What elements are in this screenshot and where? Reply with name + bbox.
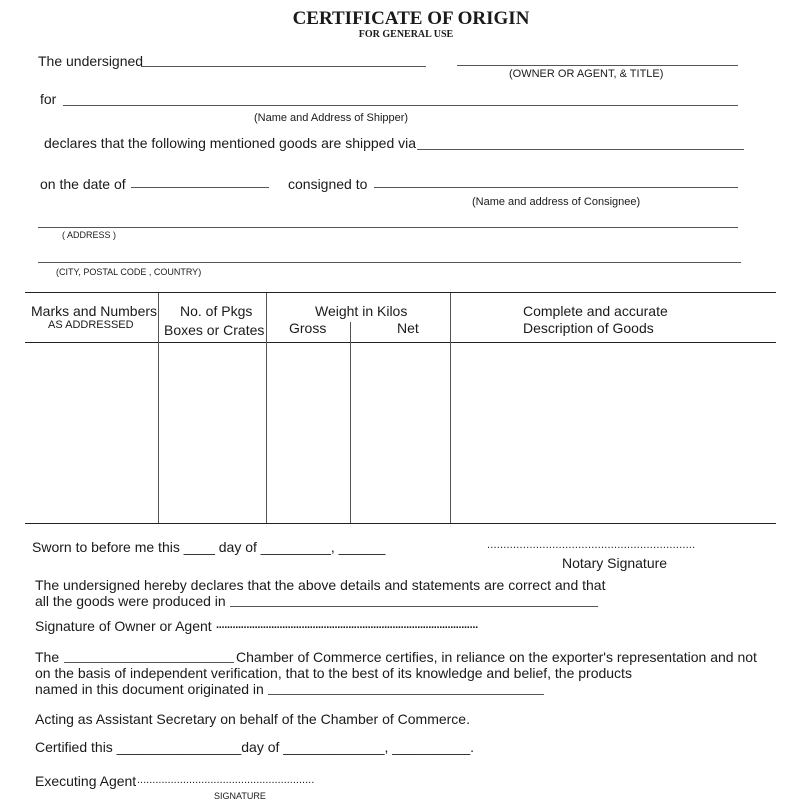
col-header-pkgs: No. of Pkgs	[180, 303, 253, 319]
document-title: CERTIFICATE OF ORIGIN	[292, 8, 530, 29]
col-header-description-sub: Description of Goods	[523, 320, 654, 336]
undersigned-name-field[interactable]	[141, 66, 426, 67]
chamber-line2: on the basis of independent verification, that to the best of its knowledge and belief, the products	[35, 665, 632, 681]
notary-signature-field[interactable]: ................................................................	[487, 539, 696, 551]
table-bottom-border	[25, 523, 776, 524]
consignee-caption: (Name and address of Consignee)	[472, 196, 641, 208]
consignee-field[interactable]	[374, 187, 738, 188]
certified-text: Certified this ________________day of _____________, __________.	[35, 739, 475, 755]
col-header-net: Net	[397, 320, 419, 336]
executing-agent-signature-field[interactable]: ..........................................................	[137, 774, 315, 786]
document-subtitle: FOR GENERAL USE	[358, 29, 454, 40]
gross-cell[interactable]	[267, 344, 349, 522]
chamber-name-field[interactable]	[64, 662, 234, 663]
col-header-marks: Marks and Numbers	[31, 303, 158, 319]
col-header-gross: Gross	[289, 320, 327, 336]
chamber-line1-start: The	[35, 649, 60, 665]
net-cell[interactable]	[351, 344, 449, 522]
declaration-line2: all the goods were produced in	[35, 593, 226, 609]
table-top-border	[25, 292, 776, 293]
signature-caption: SIGNATURE	[214, 791, 266, 801]
produced-in-field[interactable]	[230, 606, 598, 607]
marks-cell[interactable]	[26, 344, 157, 522]
shipped-via-label: declares that the following mentioned goods are shipped via	[44, 135, 417, 151]
undersigned-label: The undersigned	[38, 53, 144, 69]
city-field[interactable]	[38, 262, 741, 263]
col-header-description: Complete and accurate	[523, 303, 668, 319]
acting-text: Acting as Assistant Secretary on behalf of the Chamber of Commerce.	[35, 711, 470, 727]
owner-agent-title-field[interactable]	[457, 65, 738, 66]
date-field[interactable]	[131, 187, 269, 188]
consigned-label: consigned to	[288, 176, 368, 192]
for-label: for	[40, 91, 57, 107]
owner-signature-label: Signature of Owner or Agent	[35, 618, 212, 634]
owner-signature-field[interactable]: ...............................................................................................	[216, 619, 478, 631]
address-field[interactable]	[38, 227, 738, 228]
pkgs-cell[interactable]	[159, 344, 265, 522]
shipper-caption: (Name and Address of Shipper)	[254, 112, 409, 124]
table-header-border	[25, 342, 776, 343]
city-caption: (CITY, POSTAL CODE , COUNTRY)	[56, 267, 202, 277]
executing-agent-label: Executing Agent	[35, 773, 137, 789]
shipper-field[interactable]	[63, 105, 738, 106]
originated-in-field[interactable]	[268, 694, 544, 695]
chamber-line1-end: Chamber of Commerce certifies, in reliance on the exporter's representation and not	[236, 649, 757, 665]
chamber-line3: named in this document originated in	[35, 681, 264, 697]
notary-signature-label: Notary Signature	[562, 555, 668, 571]
address-caption: ( ADDRESS )	[62, 230, 117, 240]
owner-agent-caption: (OWNER OR AGENT, & TITLE)	[509, 68, 664, 80]
date-label: on the date of	[40, 176, 126, 192]
shipped-via-field[interactable]	[417, 149, 744, 150]
sworn-text: Sworn to before me this ____ day of _________, ______	[32, 539, 386, 555]
col-header-marks-sub: AS ADDRESSED	[48, 319, 134, 331]
description-cell[interactable]	[451, 344, 775, 522]
col-header-pkgs-sub: Boxes or Crates	[164, 322, 265, 338]
declaration-line1: The undersigned hereby declares that the above details and statements are correct and that	[35, 577, 606, 593]
col-header-weight: Weight in Kilos	[315, 303, 408, 319]
